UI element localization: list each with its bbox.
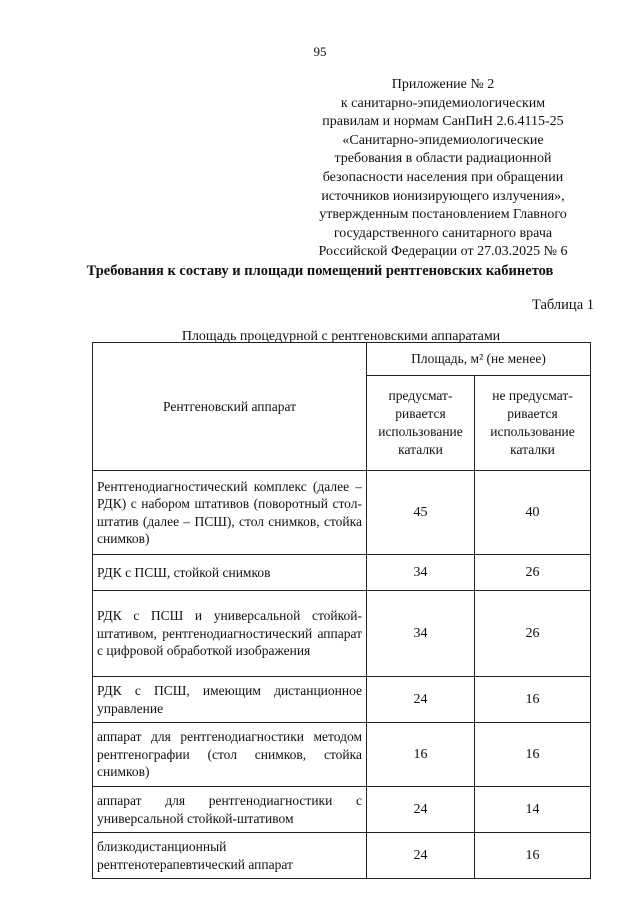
page-number: 95 [313, 44, 327, 59]
appendix-line: Приложение № 2 [391, 77, 495, 92]
appendix-line: государственного санитарного врача [333, 225, 553, 241]
table-row [93, 833, 591, 879]
requirements-table [92, 342, 591, 879]
table-row [93, 723, 591, 787]
row-device: РДК с ПСШ, имеющим дистанционное управление [93, 677, 367, 723]
header-without-cart: не предусмат- ривается использование каталки [475, 376, 591, 471]
row-without-cart: 26 [475, 591, 591, 677]
row-with-cart: 16 [367, 723, 475, 787]
appendix-line: Российской Федерации от 27.03.2025 № 6 [318, 244, 568, 260]
table-row [93, 677, 591, 723]
appendix-line: безопасности населения при обращении [322, 169, 564, 185]
row-without-cart: 40 [475, 471, 591, 555]
table-caption: Площадь процедурной с рентгеновскими аппаратами [181, 329, 501, 344]
header-with-cart: предусмат- ривается использование каталки [367, 376, 475, 471]
appendix-line: требования в области радиационной [334, 151, 552, 167]
table-row [93, 471, 591, 555]
row-with-cart: 24 [367, 677, 475, 723]
appendix-line: «Санитарно-эпидемиологические [342, 132, 544, 148]
appendix-block [290, 76, 596, 262]
header-area: Площадь, м² (не менее) [367, 343, 591, 376]
row-device: Рентгенодиагностический комплекс (далее – РДК) с набором штативов (поворотный стол-штатив (далее – ПСШ), стол снимков, стойка снимков) [93, 471, 367, 555]
table-row [93, 591, 591, 677]
table-label: Таблица 1 [531, 297, 594, 313]
appendix-line: к санитарно-эпидемиологическим [340, 95, 546, 111]
document-heading: Требования к составу и площади помещений рентгеновских кабинетов [86, 263, 554, 279]
row-device: РДК с ПСШ, стойкой снимков [93, 555, 367, 591]
appendix-line: утвержденным постановлением Главного [319, 207, 567, 223]
row-device: РДК с ПСШ и универсальной стойкой-штативом, рентгенодиагностический аппарат с цифровой обработкой изображения [93, 591, 367, 677]
row-with-cart: 34 [367, 555, 475, 591]
row-device: близкодистанционный рентгенотерапевтический аппарат [93, 833, 367, 879]
header-device: Рентгеновский аппарат [93, 343, 367, 471]
row-device: аппарат для рентгенодиагностики методом рентгенографии (стол снимков, стойка снимков) [93, 723, 367, 787]
appendix-line: источников ионизирующего излучения», [321, 188, 565, 204]
row-without-cart: 16 [475, 677, 591, 723]
row-with-cart: 24 [367, 833, 475, 879]
appendix-line: правилам и нормам СанПиН 2.6.4115-25 [322, 114, 564, 130]
row-with-cart: 34 [367, 591, 475, 677]
row-without-cart: 14 [475, 787, 591, 833]
row-without-cart: 16 [475, 723, 591, 787]
row-with-cart: 24 [367, 787, 475, 833]
row-with-cart: 45 [367, 471, 475, 555]
row-without-cart: 26 [475, 555, 591, 591]
table-row [93, 787, 591, 833]
row-without-cart: 16 [475, 833, 591, 879]
row-device: аппарат для рентгенодиагностики с универсальной стойкой-штативом [93, 787, 367, 833]
table-row [93, 555, 591, 591]
